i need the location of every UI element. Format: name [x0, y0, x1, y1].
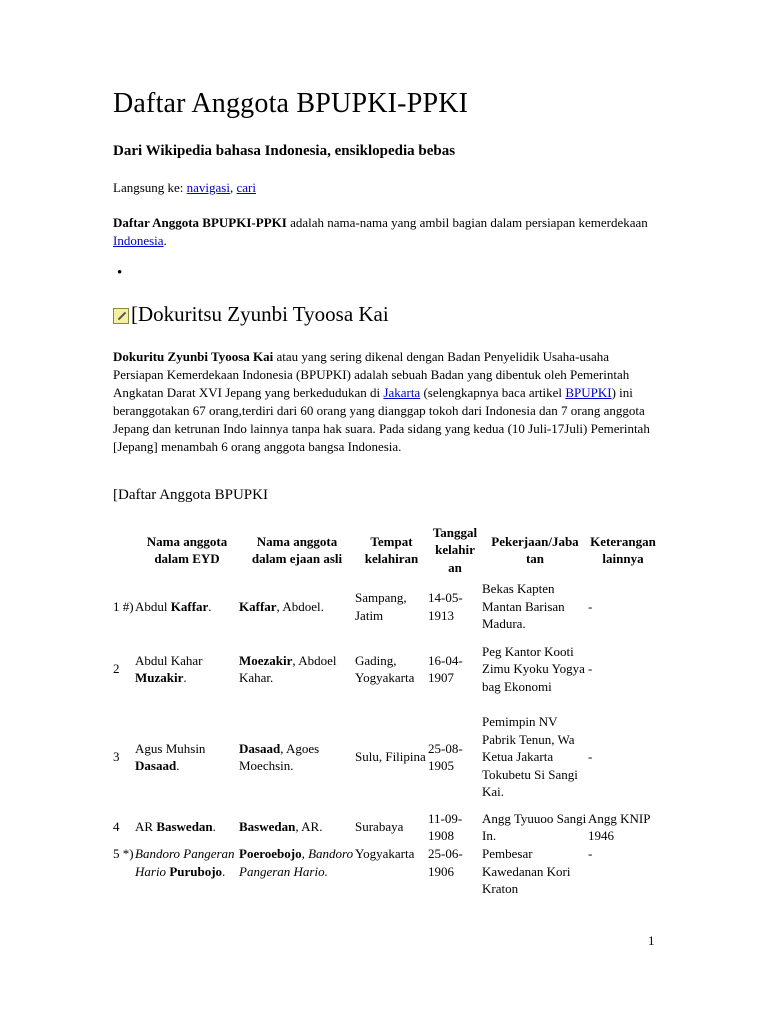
cell-birthplace: Sulu, Filipina: [355, 749, 426, 765]
member-table: [113, 520, 658, 899]
surname: Muzakir: [135, 670, 184, 685]
header-no: [113, 520, 135, 580]
jump-links: [113, 180, 256, 196]
para-text-1: atau yang sering dikenal dengan Badan Penyelidik Usaha-usaha Persiapan Kemerdekaan Indonesia (BPUPKI) adalah sebuah Badan yang dibentuk oleh Pemerintah Angkatan Darat XVI Jepang yang berkedudukan di: [113, 349, 630, 400]
cell-occupation: Pemimpin NV Pabrik Tenun, Wa Ketua Jakarta Tokubetu Si Sangi Kai.: [482, 714, 578, 800]
cell-notes: -: [588, 846, 593, 861]
table-header-row: [113, 520, 658, 580]
cell-birthdate: 25-06-1906: [428, 846, 463, 879]
table-row: [113, 633, 658, 705]
cell-name-original: [239, 845, 355, 899]
jakarta-link[interactable]: Jakarta: [383, 385, 421, 400]
cell-birthplace: Surabaya: [355, 819, 404, 835]
section-paragraph: [113, 348, 658, 456]
bpupki-link[interactable]: BPUPKI: [565, 385, 612, 400]
para-text-2: (selengkapnya baca artikel: [420, 385, 566, 400]
name-end: .: [212, 819, 216, 835]
surname: Poeroebojo: [239, 846, 302, 861]
header-name-eyd: Nama anggota dalam EYD: [146, 533, 228, 566]
cell-name-eyd: [135, 809, 239, 845]
cell-birthdate: 14-05-1913: [428, 590, 463, 623]
page-number: 1: [648, 933, 655, 948]
cell-no: 5 *): [113, 846, 134, 861]
edit-icon[interactable]: [113, 308, 129, 324]
cell-notes: -: [588, 661, 593, 677]
cell-name-original: [239, 633, 355, 705]
header-birthdate: Tanggal kelahir an: [432, 524, 478, 575]
cell-no: 4: [113, 819, 120, 835]
cell-occupation: Angg Tyuuoo Sangi In.: [482, 810, 587, 843]
cell-birthdate: 25-08-1905: [428, 740, 463, 773]
cell-birthplace: Gading, Yogyakarta: [355, 652, 415, 685]
intro-text: adalah nama-nama yang ambil bagian dalam persiapan kemerdekaan: [286, 215, 648, 230]
cell-birthplace: Yogyakarta: [355, 846, 415, 861]
navigation-link[interactable]: navigasi: [186, 180, 230, 195]
cell-notes: -: [588, 598, 593, 614]
name-rest: , Abdoel Kahar.: [239, 652, 337, 685]
cell-name-original: [239, 705, 355, 809]
surname: Purubojo: [169, 863, 223, 879]
surname: Baswedan: [239, 819, 296, 835]
name-part: Agus Muhsin: [135, 740, 206, 756]
intro-paragraph: [113, 214, 658, 250]
cell-occupation: Pembesar Kawedanan Kori Kraton: [482, 846, 571, 896]
name-end: .: [222, 863, 226, 879]
cell-occupation: Peg Kantor Kooti Zimu Kyoku Yogya bag Ekonomi: [482, 643, 585, 694]
para-bold-term: Dokuritu Zyunbi Tyoosa Kai: [113, 349, 274, 364]
name-rest: , AR.: [295, 819, 323, 835]
page-title: Daftar Anggota BPUPKI-PPKI: [113, 88, 469, 119]
name-rest: , Agoes Moechsin.: [239, 740, 320, 773]
search-link[interactable]: cari: [236, 180, 256, 195]
surname: Dasaad: [239, 740, 281, 756]
cell-name-eyd: [135, 705, 239, 809]
cell-birthdate: 11-09-1908: [428, 810, 463, 843]
cell-no: 2: [113, 661, 120, 677]
bullet-marker: •: [117, 265, 123, 281]
cell-occupation: Bekas Kapten Mantan Barisan Madura.: [482, 581, 565, 632]
cell-name-eyd: [135, 633, 239, 705]
intro-bold-term: Daftar Anggota BPUPKI-PPKI: [113, 215, 287, 230]
surname: Kaffar: [239, 598, 277, 614]
cell-name-eyd: [135, 580, 239, 633]
name-end: .: [176, 758, 180, 773]
surname: Moezakir: [239, 652, 293, 668]
cell-no: 1 #): [113, 598, 134, 614]
header-birthplace: Tempat kelahiran: [364, 533, 419, 566]
cell-name-eyd: [135, 845, 239, 899]
section-bracket: [: [131, 302, 138, 326]
name-end: .: [208, 598, 212, 614]
header-name-original: Nama anggota dalam ejaan asli: [251, 533, 343, 566]
header-notes: Keterangan lainnya: [590, 533, 656, 566]
name-rest: , Abdoel.: [276, 598, 324, 614]
surname: Dasaad: [135, 758, 177, 773]
cell-name-original: [239, 809, 355, 845]
jump-prefix: Langsung ke:: [113, 180, 187, 195]
section-heading-text: Dokuritsu Zyunbi Tyoosa Kai: [138, 302, 389, 326]
member-list-heading: [Daftar Anggota BPUPKI: [113, 487, 268, 503]
header-occupation: Pekerjaan/Jaba tan: [491, 533, 579, 566]
name-part: Bandoro Pangeran Hario: [135, 846, 235, 879]
cell-birthdate: 16-04-1907: [428, 652, 463, 685]
table-row: [113, 845, 658, 899]
cell-name-original: [239, 580, 355, 633]
cell-notes: Angg KNIP 1946: [588, 810, 650, 843]
table-row: [113, 580, 658, 633]
table-row: [113, 809, 658, 845]
intro-end: .: [163, 233, 167, 248]
table-row: [113, 705, 658, 809]
name-part: Abdul Kahar: [135, 652, 203, 668]
cell-no: 3: [113, 749, 120, 765]
name-part: Abdul: [135, 598, 171, 614]
name-part: AR: [135, 819, 157, 835]
name-end: .: [183, 670, 187, 685]
surname: Kaffar: [170, 598, 209, 614]
jump-separator: ,: [229, 180, 237, 195]
page-subtitle: Dari Wikipedia bahasa Indonesia, ensiklopedia bebas: [113, 143, 456, 159]
surname: Baswedan: [156, 819, 213, 835]
cell-birthplace: Sampang, Jatim: [355, 590, 407, 623]
para-text-3: ) ini beranggotakan 67 orang,terdiri dari 60 orang yang dianggap tokoh dari Indonesia dan 7 orang anggota Jepang dan ketrunan Indo lainnya tanpa hak suara. Pada sidang yang kedua (10 Juli-17Juli) Pemerintah [Jepang] menambah 6 orang anggota bangsa Indonesia.: [113, 385, 650, 454]
indonesia-link[interactable]: Indonesia: [113, 233, 164, 248]
cell-notes: -: [588, 749, 593, 765]
section-heading: [113, 302, 389, 327]
name-rest: , Bandoro Pangeran Hario.: [239, 846, 354, 879]
